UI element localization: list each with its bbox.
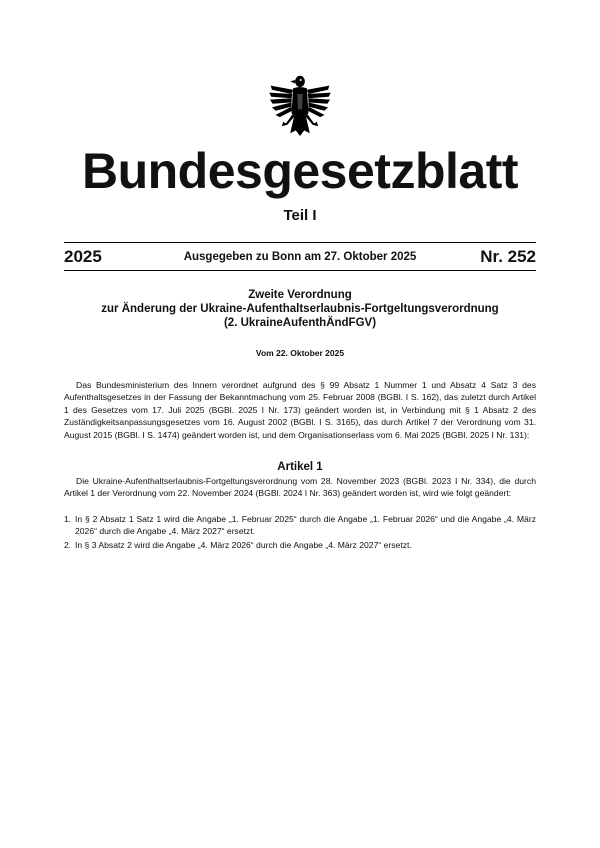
regulation-date: Vom 22. Oktober 2025: [255, 348, 345, 358]
federal-eagle-icon: [265, 73, 335, 143]
regulation-title: [0, 288, 600, 330]
preamble-paragraph: Das Bundesministerium des Innern verordnet aufgrund des § 99 Absatz 1 Nummer 1 und Absatz 4 Satz 3 des Aufenthaltsgesetzes in der Fassung der Bekanntmachung vom 25. Februar 2008 (BGBl. I S. 162), das zuletzt durch Artikel 1 des Gesetzes vom 17. Juli 2025 (BGBl. 2025 I Nr. 173) geändert worden ist, in Verbindung mit § 1 Absatz 2 des Zuständigkeitsanpassungsgesetzes vom 16. August 2002 (BGBl. I S. 3165), das durch Artikel 7 der Verordnung vom 31. August 2015 (BGBl. I S. 1474) geändert worden ist, und dem Organisationserlass vom 6. Mai 2025 (BGBl. 2025 I Nr. 131):: [64, 380, 536, 440]
header-rule-bottom: [64, 270, 536, 271]
issue-number: Nr. 252: [480, 247, 536, 266]
regulation-title-line-1: Zweite Verordnung: [248, 289, 352, 301]
list-item-number: 1.: [64, 514, 72, 524]
issue-year: 2025: [64, 247, 102, 266]
gazette-title: Bundesgesetzblatt: [81, 143, 518, 199]
article-intro-paragraph: Die Ukraine-Aufenthaltserlaubnis-Fortgeltungsverordnung vom 28. November 2023 (BGBl. 2023 I Nr. 334), die durch Artikel 1 der Verordnung vom 22. November 2024 (BGBl. 2024 I Nr. 363) geändert worden ist, wird wie folgt geändert:: [64, 476, 536, 499]
list-item: [64, 539, 536, 551]
gazette-part: Teil I: [283, 207, 317, 224]
list-item-text: In § 3 Absatz 2 wird die Angabe „4. März 2026“ durch die Angabe „4. März 2027“ ersetzt.: [75, 540, 412, 551]
issue-date: Ausgegeben zu Bonn am 27. Oktober 2025: [183, 251, 417, 263]
list-item: [64, 513, 536, 538]
regulation-title-line-2: zur Änderung der Ukraine-Aufenthaltserlaubnis-Fortgeltungsverordnung: [101, 303, 499, 315]
list-item-number: 2.: [64, 540, 72, 551]
amendment-list: [64, 513, 536, 553]
list-item-text: In § 2 Absatz 1 Satz 1 wird die Angabe „1. Februar 2025“ durch die Angabe „1. Februar 2026“ und die Angabe „4. März 2026“ durch die Angabe „4. März 2027“ ersetzt.: [75, 514, 536, 537]
article-heading: Artikel 1: [277, 461, 323, 473]
issue-line: [64, 245, 536, 269]
header-rule-top: [64, 242, 536, 243]
regulation-title-line-3: (2. UkraineAufenthÄndFGV): [223, 317, 377, 329]
